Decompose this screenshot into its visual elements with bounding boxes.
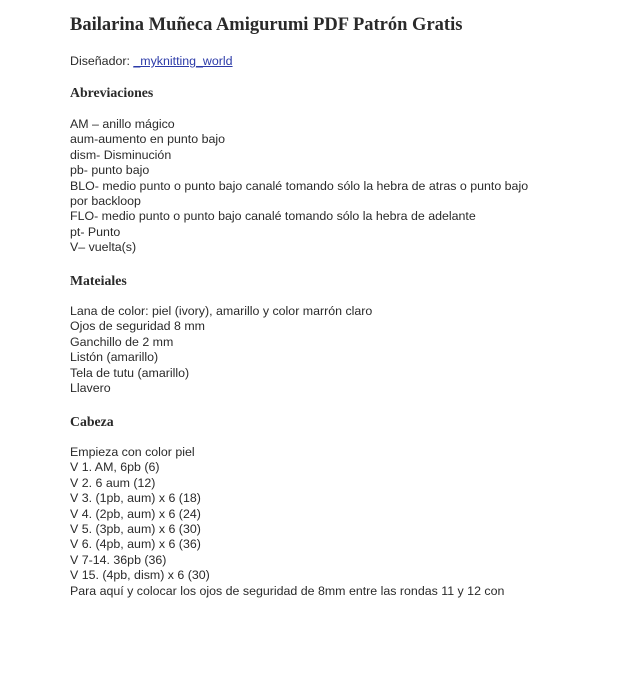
designer-link[interactable]: _myknitting_world — [133, 54, 233, 68]
material-line: Ganchillo de 2 mm — [70, 334, 174, 349]
material-line: Lana de color: piel (ivory), amarillo y color marrón claro — [70, 304, 373, 318]
abbreviation-line: V– vuelta(s) — [70, 240, 137, 255]
head-heading: Cabeza — [70, 414, 114, 429]
pattern-round-line: V 2. 6 aum (12) — [70, 475, 156, 490]
designer-label: Diseñador: — [70, 54, 134, 68]
abbreviations-list — [70, 117, 600, 256]
pattern-round-line: Para aquí y colocar los ojos de seguridad de 8mm entre las rondas 11 y 12 con — [70, 583, 505, 598]
head-pattern-list — [70, 445, 600, 599]
pattern-round-line: V 7-14. 36pb (36) — [70, 552, 167, 567]
material-line: Ojos de seguridad 8 mm — [70, 319, 205, 334]
pattern-round-line: V 1. AM, 6pb (6) — [70, 460, 160, 475]
designer-credit — [70, 53, 233, 69]
materials-list — [70, 304, 600, 396]
pattern-round-line: V 5. (3pb, aum) x 6 (30) — [70, 522, 201, 537]
material-line: Listón (amarillo) — [70, 350, 159, 365]
material-line: Tela de tutu (amarillo) — [70, 365, 190, 380]
abbreviation-line: AM – anillo mágico — [70, 117, 175, 131]
abbreviation-line: aum-aumento en punto bajo — [70, 132, 225, 147]
abbreviation-line: dism- Disminución — [70, 147, 172, 162]
abbreviations-heading: Abreviaciones — [70, 85, 154, 100]
pattern-round-line: V 15. (4pb, dism) x 6 (30) — [70, 568, 210, 583]
abbreviation-line: por backloop — [70, 194, 141, 209]
pattern-round-line: Empieza con color piel — [70, 445, 195, 459]
abbreviation-line: FLO- medio punto o punto bajo canalé tomando sólo la hebra de adelante — [70, 209, 476, 224]
materials-heading: Mateiales — [70, 273, 127, 288]
document-title: Bailarina Muñeca Amigurumi PDF Patrón Gratis — [70, 15, 463, 35]
abbreviation-line: pb- punto bajo — [70, 163, 150, 178]
pattern-round-line: V 3. (1pb, aum) x 6 (18) — [70, 491, 201, 506]
pattern-round-line: V 4. (2pb, aum) x 6 (24) — [70, 506, 201, 521]
abbreviation-line: pt- Punto — [70, 224, 121, 239]
pattern-round-line: V 6. (4pb, aum) x 6 (36) — [70, 537, 201, 552]
abbreviation-line: BLO- medio punto o punto bajo canalé tomando sólo la hebra de atras o punto bajo — [70, 178, 529, 193]
material-line: Llavero — [70, 381, 111, 396]
